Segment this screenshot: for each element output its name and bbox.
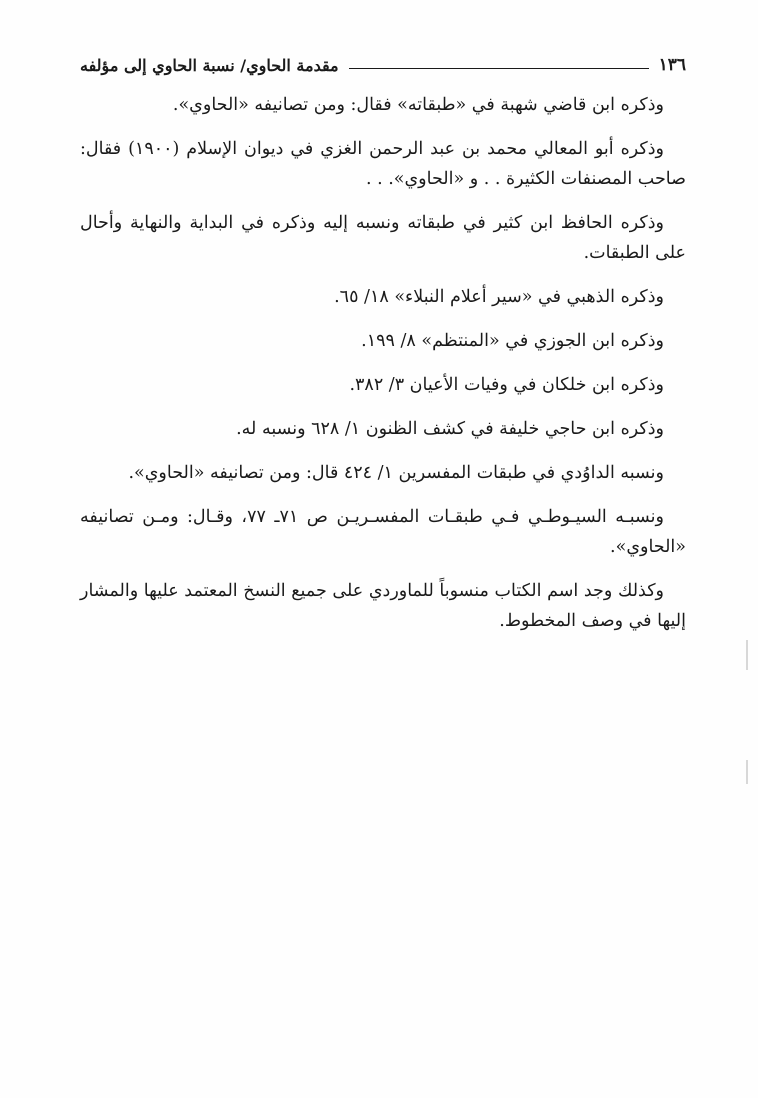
running-title: مقدمة الحاوي/ نسبة الحاوي إلى مؤلفه: [80, 55, 339, 75]
paragraph: ونسبه الداوُدي في طبقات المفسرين ١/ ٤٢٤ قال: ومن تصانيفه «الحاوي».: [128, 463, 664, 483]
paragraph: وذكره ابن خلكان في وفيات الأعيان ٣/ ٣٨٢.: [349, 375, 664, 395]
paragraph: وذكره الحافظ ابن كثير في طبقاته ونسبه إليه وذكره في البداية والنهاية وأحال على الطبقات.: [80, 213, 686, 263]
paragraph: وذكره ابن الجوزي في «المنتظم» ٨/ ١٩٩.: [361, 331, 664, 351]
page-number: ١٣٦: [658, 55, 686, 75]
scan-edge-mark: [746, 640, 748, 670]
paragraph: وذكره أبو المعالي محمد بن عبد الرحمن الغزي في ديوان الإسلام (١٩٠٠) فقال: صاحب المصنفات الكثيرة . . و «الحاوي». . .: [80, 139, 686, 189]
scan-edge-mark: [746, 760, 748, 784]
paragraph: ونسبـه السيـوطـي فـي طبقـات المفسـريـن ص ٧١ـ ٧٧، وقـال: ومـن تصانيفه «الحاوي».: [80, 507, 686, 557]
header-rule: [349, 68, 649, 69]
paragraph: وذكره ابن حاجي خليفة في كشف الظنون ١/ ٦٢٨ ونسبه له.: [236, 419, 664, 439]
paragraph: وذكره ابن قاضي شهبة في «طبقاته» فقال: ومن تصانيفه «الحاوي».: [172, 95, 664, 115]
paragraph: وذكره الذهبي في «سير أعلام النبلاء» ١٨/ ٦٥.: [334, 287, 664, 307]
paragraph: وكذلك وجد اسم الكتاب منسوباً للماوردي على جميع النسخ المعتمد عليها والمشار إليها في وصف المخطوط.: [80, 581, 686, 631]
body-text: [80, 90, 686, 650]
page-header: [80, 52, 686, 78]
